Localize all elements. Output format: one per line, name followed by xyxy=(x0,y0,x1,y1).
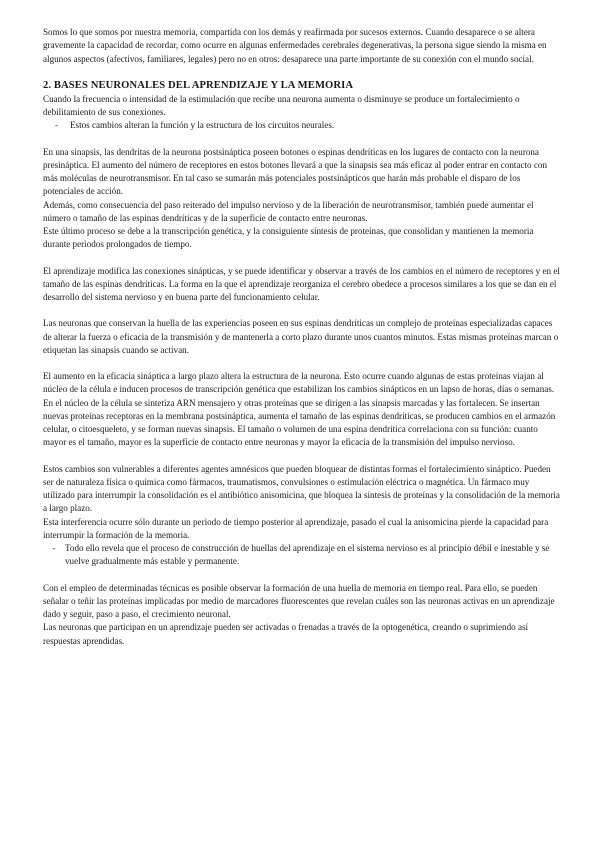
bullet-dash: - xyxy=(54,120,59,131)
bullet-text: Todo ello revela que el proceso de construcción de huellas del aprendizaje en el sistema nervioso es al principio débil e inestable y se vuelve gradualmente más estable y permanente. xyxy=(65,543,550,567)
paragraph-amnesic-agents: Estos cambios son vulnerables a diferentes agentes amnésicos que pueden bloquear de distintas formas el fortalecimiento sináptico. Pueden ser de naturaleza física o química como fármacos, traumatismos, convulsiones o estimulación eléctrica o magnética. Un fármaco muy utilizado para interrumpir la consolidación es el antibiótico anisomicina, que bloquea la síntesis de proteínas y la consolidación de la memoria a largo plazo. xyxy=(43,463,560,514)
spacer xyxy=(43,569,561,582)
section-heading: 2. BASES NEURONALES DEL APRENDIZAJE Y LA MEMORIA xyxy=(43,79,354,91)
bullet-dash: - xyxy=(52,543,56,553)
bullet-item xyxy=(43,542,561,569)
spacer xyxy=(43,450,561,463)
paragraph-optogenetics: Las neuronas que participan en un aprendizaje pueden ser activadas o frenadas a través de la optogenética, creando o suprimiendo así respuestas aprendidas. xyxy=(43,622,529,646)
bullet-item xyxy=(43,119,561,132)
spacer xyxy=(43,304,561,317)
paragraph-synapse: En una sinapsis, las dendritas de la neurona postsináptica poseen botones o espinas dendríticas en los lugares de contacto con la neurona presináptica. El aumento del número de receptores en estos botones llevará a que la sinapsis sea más eficaz al poder entrar en contacto con más moléculas de neurotransmisor. En tal caso se sumarán más potenciales postsinápticos que harán más probable el disparo de los potenciales de acción. xyxy=(43,146,547,197)
paragraph-techniques: Con el empleo de determinadas técnicas es posible observar la formación de una huella de memoria en tiempo real. Para ello, se pueden señalar o teñir las proteínas implicadas por medio de marcadores fluorescentes que revelan cuáles son las neuronas activas en un aprendizaje dado y seguir, paso a paso, el crecimiento neuronal. xyxy=(43,582,555,619)
spacer xyxy=(43,252,561,265)
section-lead-paragraph: Cuando la frecuencia o intensidad de la estimulación que recibe una neurona aumenta o disminuye se produce un fortalecimiento o debilitamiento de sus conexiones. xyxy=(43,93,520,117)
paragraph-interference: Esta interferencia ocurre sólo durante un periodo de tiempo posterior al aprendizaje, pasado el cual la anisomicina pierde la capacidad para interrumpir la formación de la memoria. xyxy=(43,516,549,540)
spacer xyxy=(43,357,561,370)
spacer xyxy=(43,66,561,79)
paragraph-synapse-cont: Este último proceso se debe a la transcripción genética, y la consiguiente síntesis de proteínas, que consolidan y mantienen la memoria durante periodos prolongados de tiempo. xyxy=(43,226,534,250)
spacer xyxy=(43,133,561,146)
paragraph-learning: El aprendizaje modifica las conexiones sinápticas, y se puede identificar y observar a través de los cambios en el número de receptores y en el tamaño de las espinas dendríticas. La forma en la que el aprendizaje reorganiza el cerebro obedece a procesos similares a los que se dan en el desarrollo del sistema nervioso y en buena parte del funcionamiento celular. xyxy=(43,265,560,302)
paragraph-proteins: Las neuronas que conservan la huella de las experiencias poseen en sus espinas dendríticas un complejo de proteínas especializadas capaces de alterar la fuerza o eficacia de la transmisión y de mantenerla a corto plazo durante unos cuantos minutos. Estas mismas proteínas marcan o etiquetan las sinapsis cuando se activan. xyxy=(43,318,559,355)
intro-paragraph: Somos lo que somos por nuestra memoria, compartida con los demás y reafirmada por sucesos externos. Cuando desaparece o se altera gravemente la capacidad de recordar, como ocurre en algunas enfermedades cerebrales degenerativas, la persona sigue siendo la misma en algunos aspectos (afectivos, familiares, legales) pero no en otros: desaparece una parte importante de su conexión con el mundo social. xyxy=(43,27,547,64)
bullet-text: Estos cambios alteran la función y la estructura de los circuitos neurales. xyxy=(70,120,335,131)
paragraph-synapse-cont: Además, como consecuencia del paso reiterado del impulso nervioso y de la liberación de neurotransmisor, también puede aumentar el número o tamaño de las espinas dendríticas y de la superficie de contacto entre neuronas. xyxy=(43,199,534,223)
paragraph-long-term: El aumento en la eficacia sináptica a largo plazo altera la estructura de la neurona. Esto ocurre cuando algunas de estas proteínas viajan al núcleo de la célula e inducen procesos de transcripción genética que estabilizan los cambios sinápticos en un lapso de horas, días o semanas. En el núcleo de la célula se sintetiza ARN mensajero y otras proteínas que se dirigen a las sinapsis marcadas y las fortalecen. Se insertan nuevas proteínas receptoras en la membrana postsináptica, aumenta el tamaño de las espinas dendríticas, se producen cambios en el armazón celular, o citoesqueleto, y se forman nuevas sinapsis. El tamaño o volumen de una espina dendrítica correlaciona con su función: cuanto mayor es el tamaño, mayor es la superficie de contacto entre neuronas y mayor la eficacia de la transmisión del impulso nervioso. xyxy=(43,371,556,448)
document-body xyxy=(43,26,561,648)
